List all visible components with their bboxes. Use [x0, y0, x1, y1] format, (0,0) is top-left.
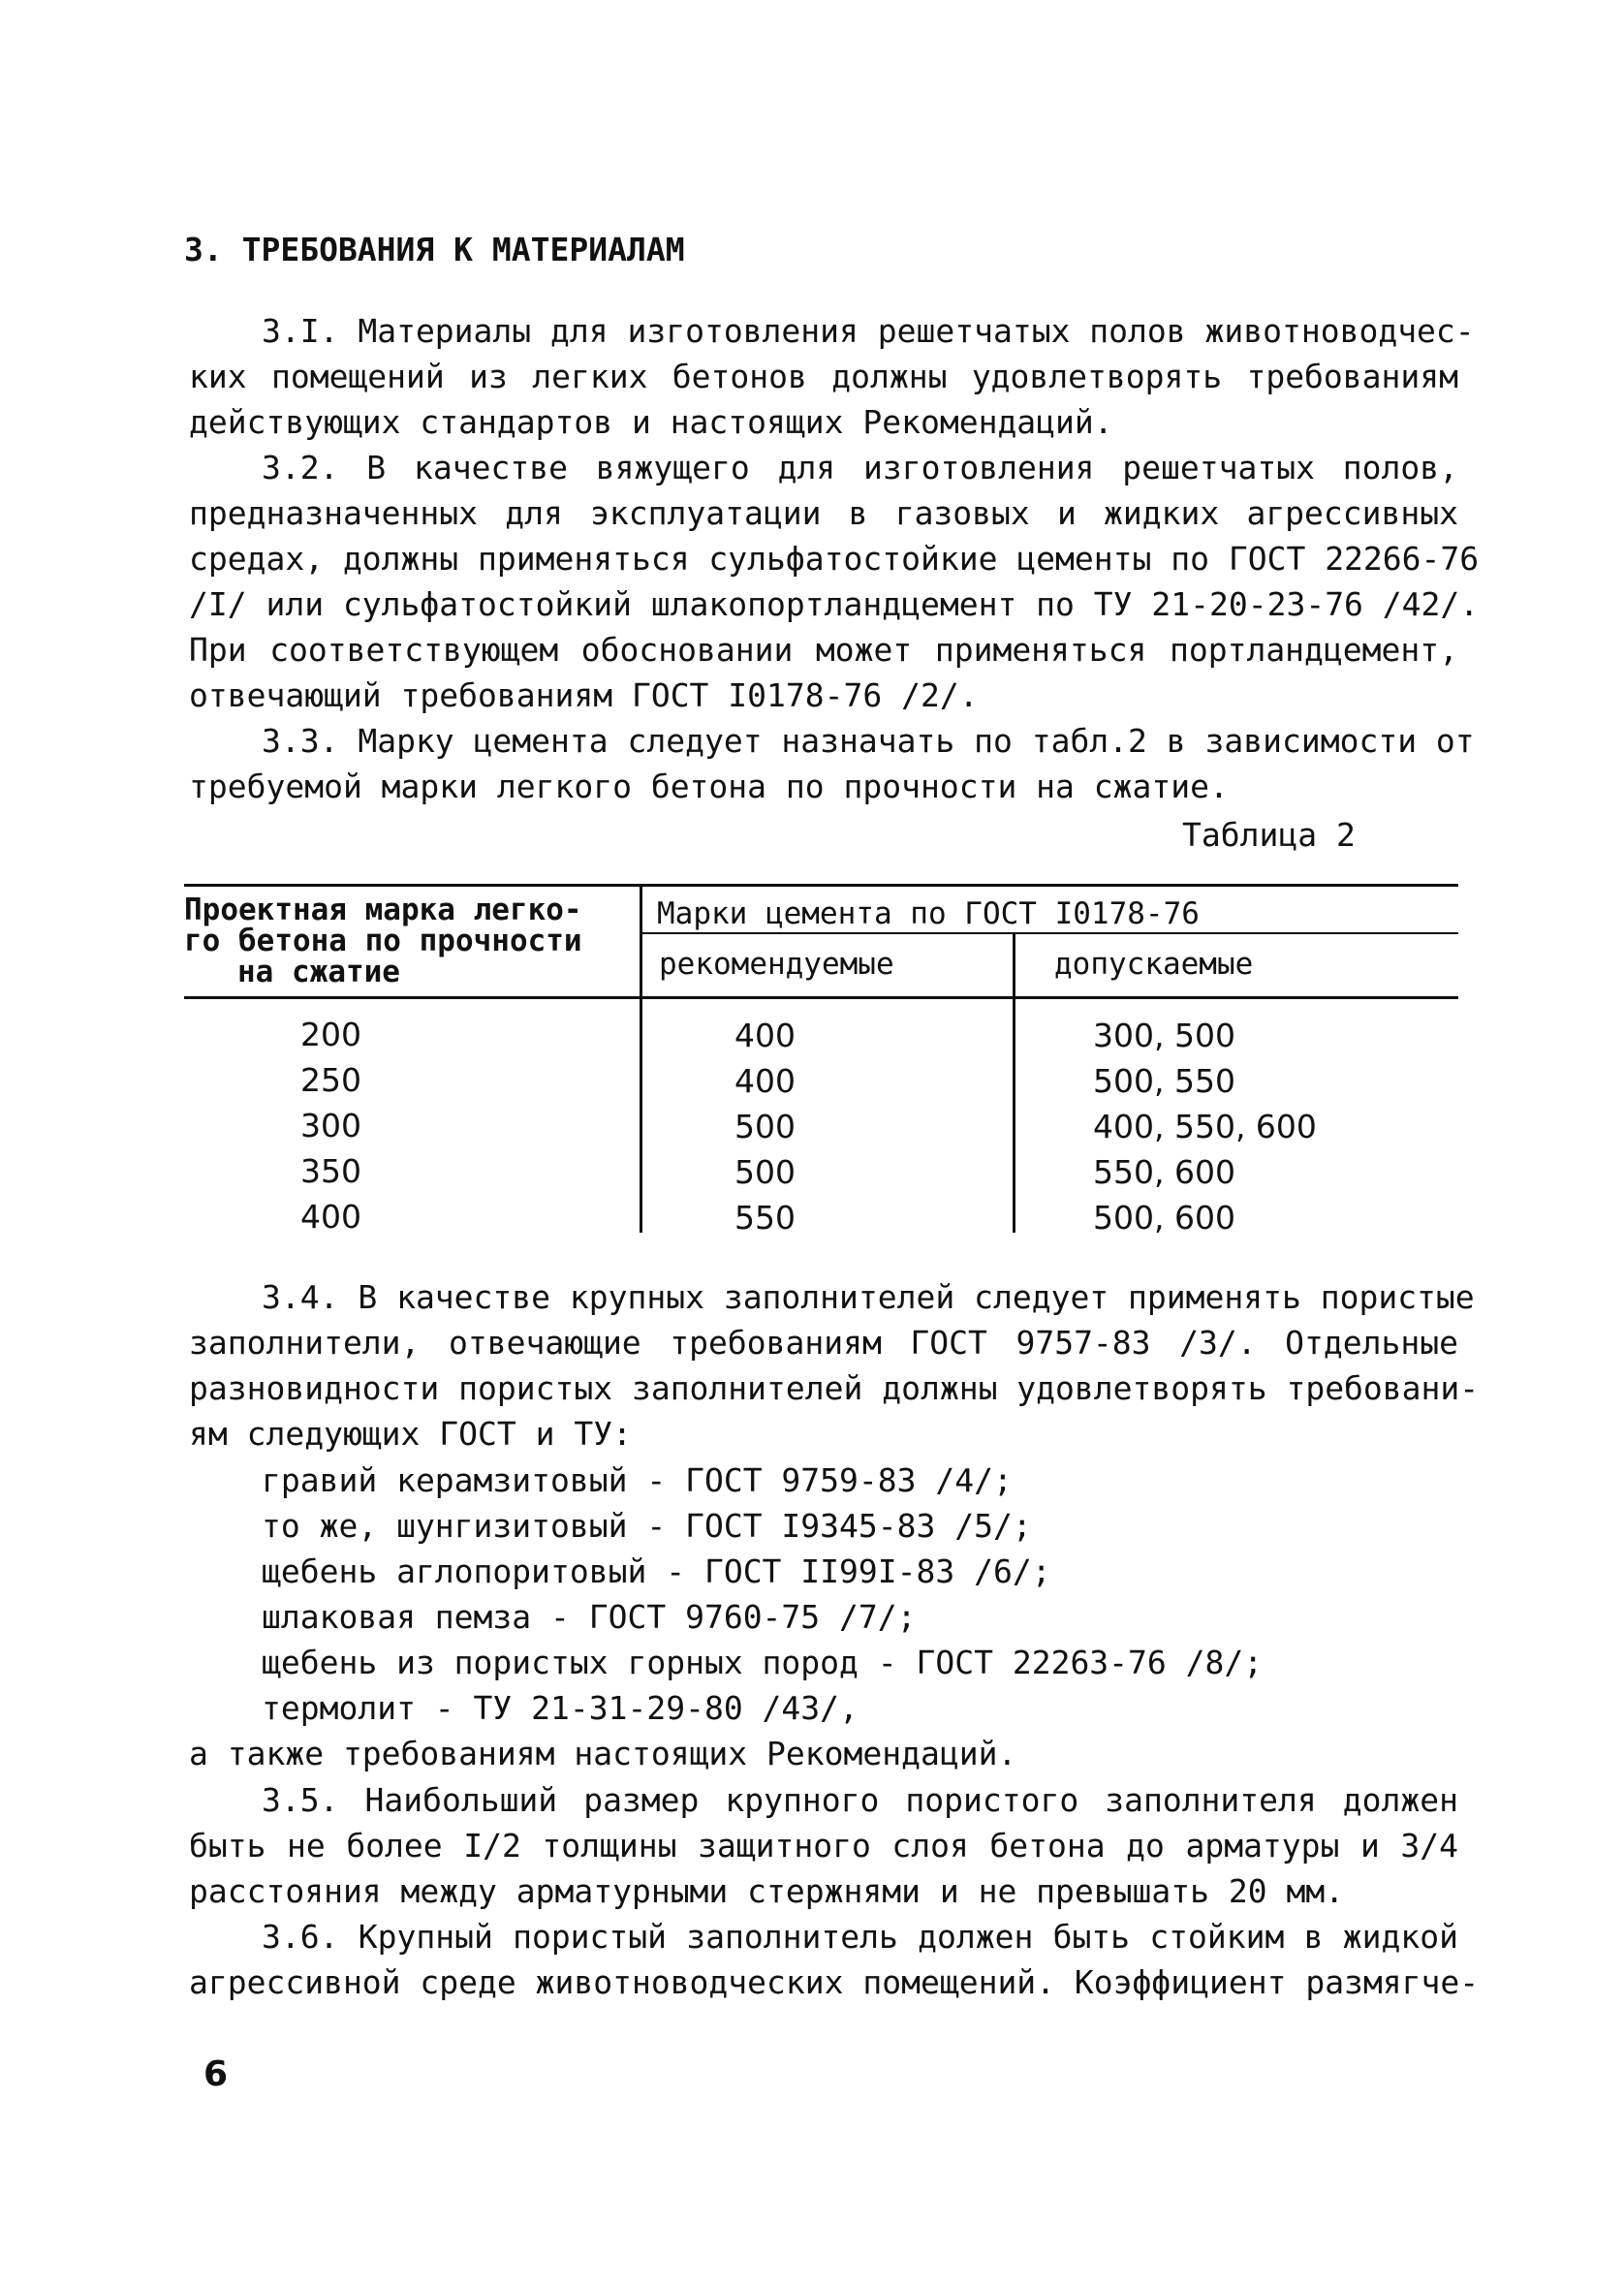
allowed-cell: 550, 600: [1093, 1153, 1235, 1191]
paragraph-3-6: [189, 1914, 1480, 2005]
text-line: 3.3. Марку цемента следует назначать по табл.2 в зависимости от: [262, 722, 1475, 760]
list-item: то же, шунгизитовый - ГОСТ I9345-83 /5/;: [262, 1507, 1032, 1545]
text-line: ких помещений из легких бетонов должны удовлетворять требованиям: [189, 358, 1458, 395]
text-line: отвечающий требованиям ГОСТ I0178-76 /2/.: [189, 676, 979, 714]
text-line: агрессивной среде животноводческих помещений. Коэффициент размягче-: [189, 1963, 1480, 2001]
list-item: шлаковая пемза - ГОСТ 9760-75 /7/;: [262, 1598, 917, 1636]
page-number: 6: [203, 2054, 229, 2094]
col2-header: рекомендуемые: [659, 947, 894, 982]
table-vline-2: [1013, 932, 1015, 1233]
paragraph-3-3: [189, 718, 1475, 809]
table-group-rule: [640, 932, 1458, 934]
list-item: щебень аглопоритовый - ГОСТ II99I-83 /6/;: [262, 1552, 1051, 1590]
text-line: ям следующих ГОСТ и ТУ:: [189, 1415, 632, 1453]
grade-cell: 250: [300, 1061, 361, 1099]
text-line: быть не более I/2 толщины защитного слоя бетона до арматуры и 3/4: [189, 1827, 1458, 1865]
group-header: Марки цемента по ГОСТ I0178-76: [657, 896, 1200, 931]
text-line: При соответствующем обосновании может применяться портландцемент,: [189, 631, 1458, 669]
text-line: 3.I. Материалы для изготовления решетчатых полов животноводчес-: [262, 312, 1475, 350]
recommended-cell: 500: [734, 1153, 796, 1191]
grade-cell: 350: [300, 1152, 361, 1190]
recommended-cell: 400: [734, 1062, 796, 1100]
cement-grade-table: [184, 884, 1458, 1240]
grade-cell: 300: [300, 1107, 361, 1144]
allowed-cell: 500, 550: [1093, 1062, 1235, 1100]
text-line: заполнители, отвечающие требованиям ГОСТ 9757-83 /3/. Отдельные: [189, 1324, 1458, 1362]
paragraph-3-4: [189, 1274, 1480, 1457]
list-item: щебень из пористых горных пород - ГОСТ 22263-76 /8/;: [262, 1644, 1264, 1681]
section-heading: 3. ТРЕБОВАНИЯ К МАТЕРИАЛАМ: [184, 231, 685, 268]
recommended-cell: 550: [734, 1199, 796, 1237]
allowed-cell: 500, 600: [1093, 1199, 1235, 1237]
text-line: расстояния между арматурными стержнями и не превышать 20 мм.: [189, 1872, 1345, 1910]
text-line: 3.5. Наибольший размер крупного пористого заполнителя должен: [262, 1781, 1458, 1819]
list-item: термолит - ТУ 21-31-29-80 /43/,: [262, 1689, 859, 1727]
text-line: средах, должны применяться сульфатостойкие цементы по ГОСТ 22266-76: [189, 540, 1480, 578]
text-line: действующих стандартов и настоящих Рекомендаций.: [189, 403, 1113, 441]
text-line: разновидности пористых заполнителей должны удовлетворять требовани-: [189, 1369, 1480, 1407]
col1-header-line3: на сжатие: [237, 955, 400, 989]
table-top-rule: [184, 884, 1458, 887]
text-line: требуемой марки легкого бетона по прочности на сжатие.: [189, 768, 1229, 805]
col1-header-line1: Проектная марка легко-: [184, 893, 582, 927]
table-header-rule: [184, 996, 1458, 999]
paragraph-3-1: [189, 308, 1475, 445]
col3-header: допускаемые: [1054, 947, 1254, 982]
table-vline-1: [640, 884, 642, 1233]
grade-cell: 400: [300, 1198, 361, 1236]
paragraph-3-4-end: а также требованиям настоящих Рекомендаций.: [189, 1735, 1017, 1772]
text-line: 3.6. Крупный пористый заполнитель должен быть стойким в жидкой: [262, 1918, 1458, 1956]
text-line: /I/ или сульфатостойкий шлакопортландцемент по ТУ 21-20-23-76 /42/.: [189, 585, 1480, 623]
text-line: предназначенных для эксплуатации в газовых и жидких агрессивных: [189, 494, 1458, 532]
recommended-cell: 400: [734, 1017, 796, 1054]
text-line: 3.4. В качестве крупных заполнителей следует применять пористые: [262, 1278, 1475, 1316]
text-line: 3.2. В качестве вяжущего для изготовления решетчатых полов,: [262, 449, 1458, 486]
col1-header-line2: го бетона по прочности: [184, 924, 582, 958]
grade-cell: 200: [300, 1016, 361, 1053]
allowed-cell: 400, 550, 600: [1093, 1108, 1317, 1145]
paragraph-3-2: [189, 445, 1480, 718]
table-caption: Таблица 2: [1182, 816, 1356, 854]
paragraph-3-5: [189, 1777, 1458, 1914]
allowed-cell: 300, 500: [1093, 1017, 1235, 1054]
list-item: гравий керамзитовый - ГОСТ 9759-83 /4/;: [262, 1461, 1013, 1499]
recommended-cell: 500: [734, 1108, 796, 1145]
